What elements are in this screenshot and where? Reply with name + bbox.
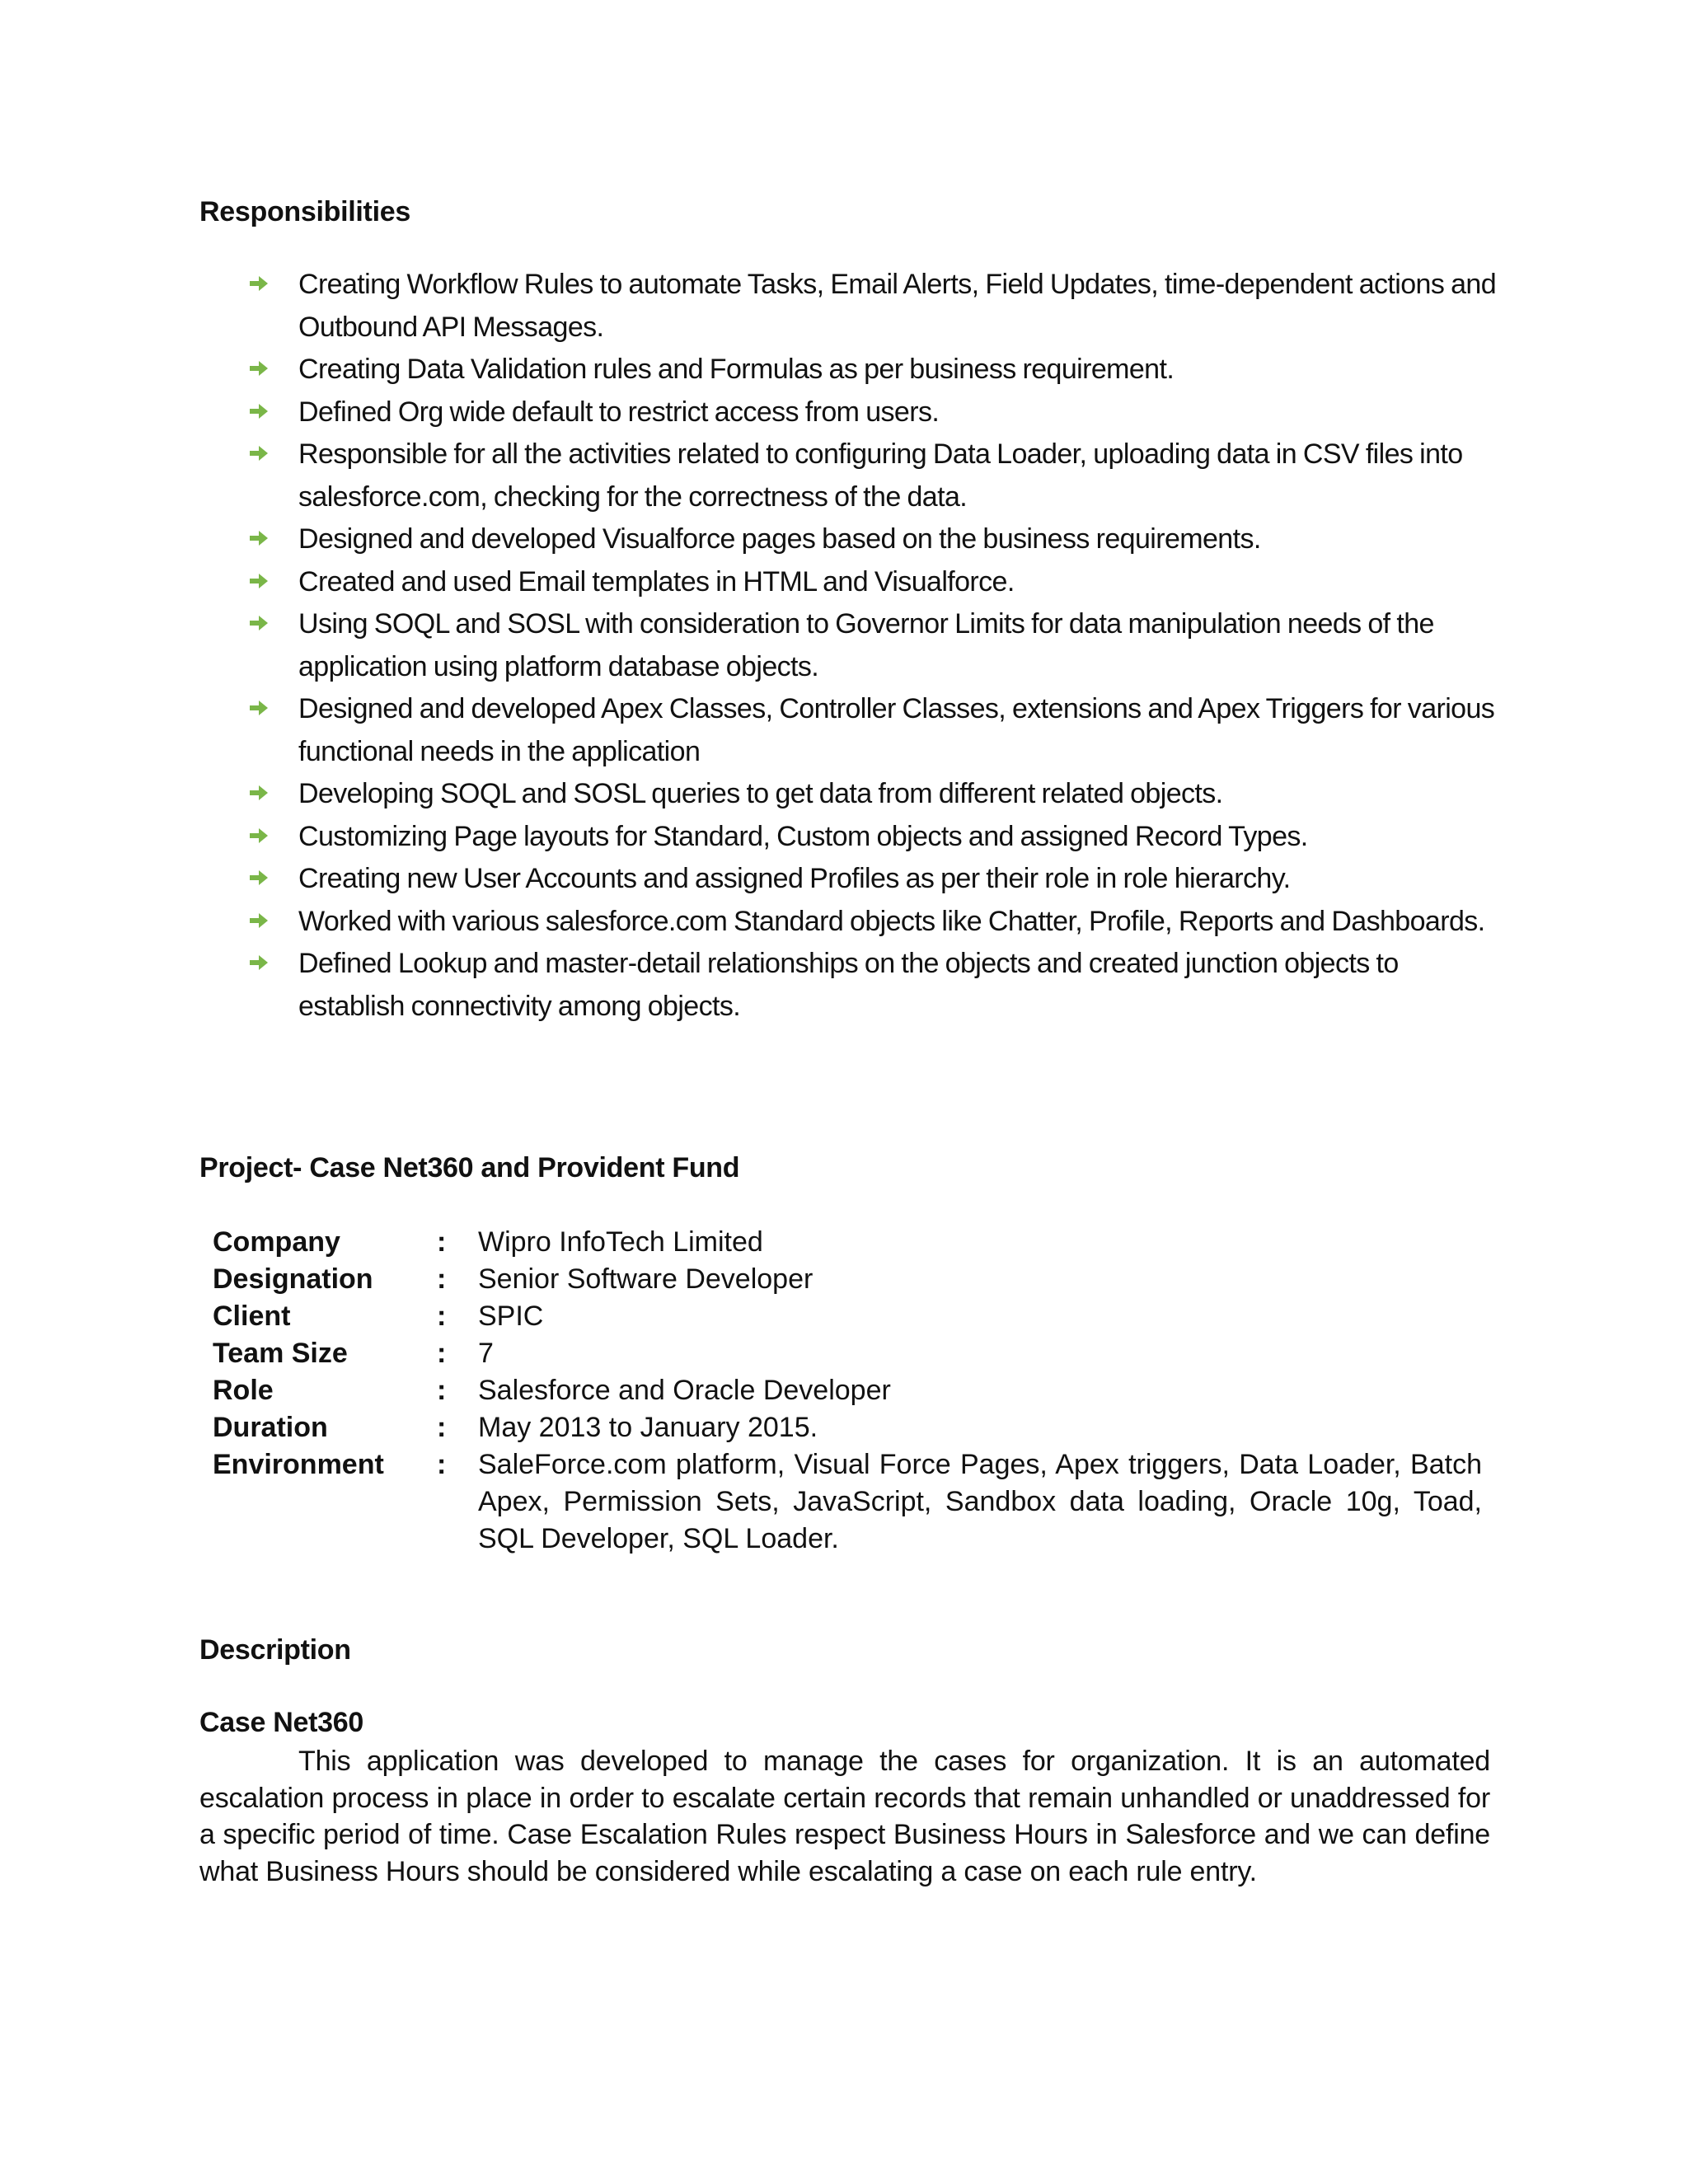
table-row: [213, 1261, 1482, 1298]
detail-label: Client: [213, 1301, 291, 1332]
list-item: [247, 561, 1500, 604]
detail-separator: :: [437, 1301, 447, 1332]
responsibility-text: Worked with various salesforce.com Standard objects like Chatter, Profile, Reports and Dashboards.: [298, 905, 1485, 937]
responsibility-text: Designed and developed Apex Classes, Controller Classes, extensions and Apex Triggers for various functional needs in the application: [298, 693, 1495, 767]
detail-value: SaleForce.com platform, Visual Force Pages, Apex triggers, Data Loader, Batch Apex, Permission Sets, JavaScript, Sandbox data loading, Oracle 10g, Toad, SQL Developer, SQL Loader.: [478, 1449, 1482, 1554]
responsibility-text: Designed and developed Visualforce pages based on the business requirements.: [298, 523, 1261, 555]
detail-separator: :: [437, 1226, 447, 1258]
responsibility-text: Created and used Email templates in HTML and Visualforce.: [298, 565, 1015, 598]
responsibilities-list: [247, 264, 1500, 1028]
description-paragraph: This application was developed to manage the cases for organization. It is an automated escalation process in place in order to escalate certain records that remain unhandled or unaddressed for a specific period of time. Case Escalation Rules respect Business Hours in Salesforce and we can define what Business Hours should be considered while escalating a case on each rule entry.: [199, 1746, 1490, 1887]
arrow-bullet-icon: [249, 359, 269, 377]
table-row: [213, 1335, 1482, 1372]
arrow-bullet-icon: [249, 869, 269, 887]
list-item: [247, 264, 1500, 349]
arrow-bullet-icon: [249, 572, 269, 590]
list-item: [247, 391, 1500, 434]
table-row: [213, 1372, 1482, 1409]
detail-separator: :: [437, 1338, 447, 1369]
detail-separator: :: [437, 1449, 447, 1480]
detail-value: Salesforce and Oracle Developer: [478, 1375, 891, 1406]
detail-value: 7: [478, 1338, 494, 1369]
arrow-bullet-icon: [249, 699, 269, 717]
table-row: [213, 1446, 1482, 1558]
responsibility-text: Creating Workflow Rules to automate Tasks, Email Alerts, Field Updates, time-dependent actions and Outbound API Messages.: [298, 269, 1497, 343]
description-heading: Description: [199, 1634, 351, 1666]
responsibility-text: Defined Org wide default to restrict access from users.: [298, 396, 940, 428]
arrow-bullet-icon: [249, 827, 269, 845]
table-row: [213, 1409, 1482, 1446]
responsibility-text: Developing SOQL and SOSL queries to get data from different related objects.: [298, 778, 1223, 809]
responsibility-text: Creating new User Accounts and assigned Profiles as per their role in role hierarchy.: [298, 863, 1291, 894]
list-item: [247, 518, 1500, 561]
detail-label: Designation: [213, 1263, 373, 1295]
detail-label: Environment: [213, 1449, 384, 1480]
arrow-bullet-icon: [249, 784, 269, 802]
list-item: [247, 349, 1500, 391]
case-net360-subheading: Case Net360: [199, 1707, 363, 1738]
list-item: [247, 434, 1500, 518]
detail-label: Company: [213, 1226, 340, 1258]
arrow-bullet-icon: [249, 402, 269, 420]
list-item: [247, 858, 1500, 901]
detail-separator: :: [437, 1263, 447, 1295]
arrow-bullet-icon: [249, 444, 269, 462]
list-item: [247, 688, 1500, 773]
responsibility-text: Responsible for all the activities related to configuring Data Loader, uploading data in CSV files into salesforce.com, checking for the correctness of the data.: [298, 438, 1463, 513]
list-item: [247, 773, 1500, 816]
list-item: [247, 816, 1500, 859]
responsibility-text: Using SOQL and SOSL with consideration to Governor Limits for data manipulation needs of the application using platform database objects.: [298, 608, 1434, 682]
detail-value: Wipro InfoTech Limited: [478, 1226, 763, 1258]
detail-label: Duration: [213, 1412, 328, 1443]
table-row: [213, 1298, 1482, 1335]
detail-label: Team Size: [213, 1338, 348, 1369]
detail-value: May 2013 to January 2015.: [478, 1412, 818, 1443]
responsibility-text: Creating Data Validation rules and Formulas as per business requirement.: [298, 354, 1175, 385]
detail-value: Senior Software Developer: [478, 1263, 814, 1295]
arrow-bullet-icon: [249, 912, 269, 930]
project-details-table: [213, 1224, 1482, 1558]
list-item: [247, 603, 1500, 688]
arrow-bullet-icon: [249, 614, 269, 632]
detail-value: SPIC: [478, 1301, 544, 1332]
table-row: [213, 1224, 1482, 1261]
arrow-bullet-icon: [249, 954, 269, 972]
responsibility-text: Customizing Page layouts for Standard, Custom objects and assigned Record Types.: [298, 820, 1308, 852]
arrow-bullet-icon: [249, 529, 269, 547]
detail-label: Role: [213, 1375, 274, 1406]
list-item: [247, 943, 1500, 1028]
project-heading: Project- Case Net360 and Provident Fund: [199, 1152, 740, 1183]
responsibilities-heading: Responsibilities: [199, 196, 410, 227]
detail-separator: :: [437, 1412, 447, 1443]
detail-separator: :: [437, 1375, 447, 1406]
arrow-bullet-icon: [249, 274, 269, 293]
list-item: [247, 901, 1500, 944]
responsibility-text: Defined Lookup and master-detail relationships on the objects and created junction objects to establish connectivity among objects.: [298, 948, 1399, 1022]
